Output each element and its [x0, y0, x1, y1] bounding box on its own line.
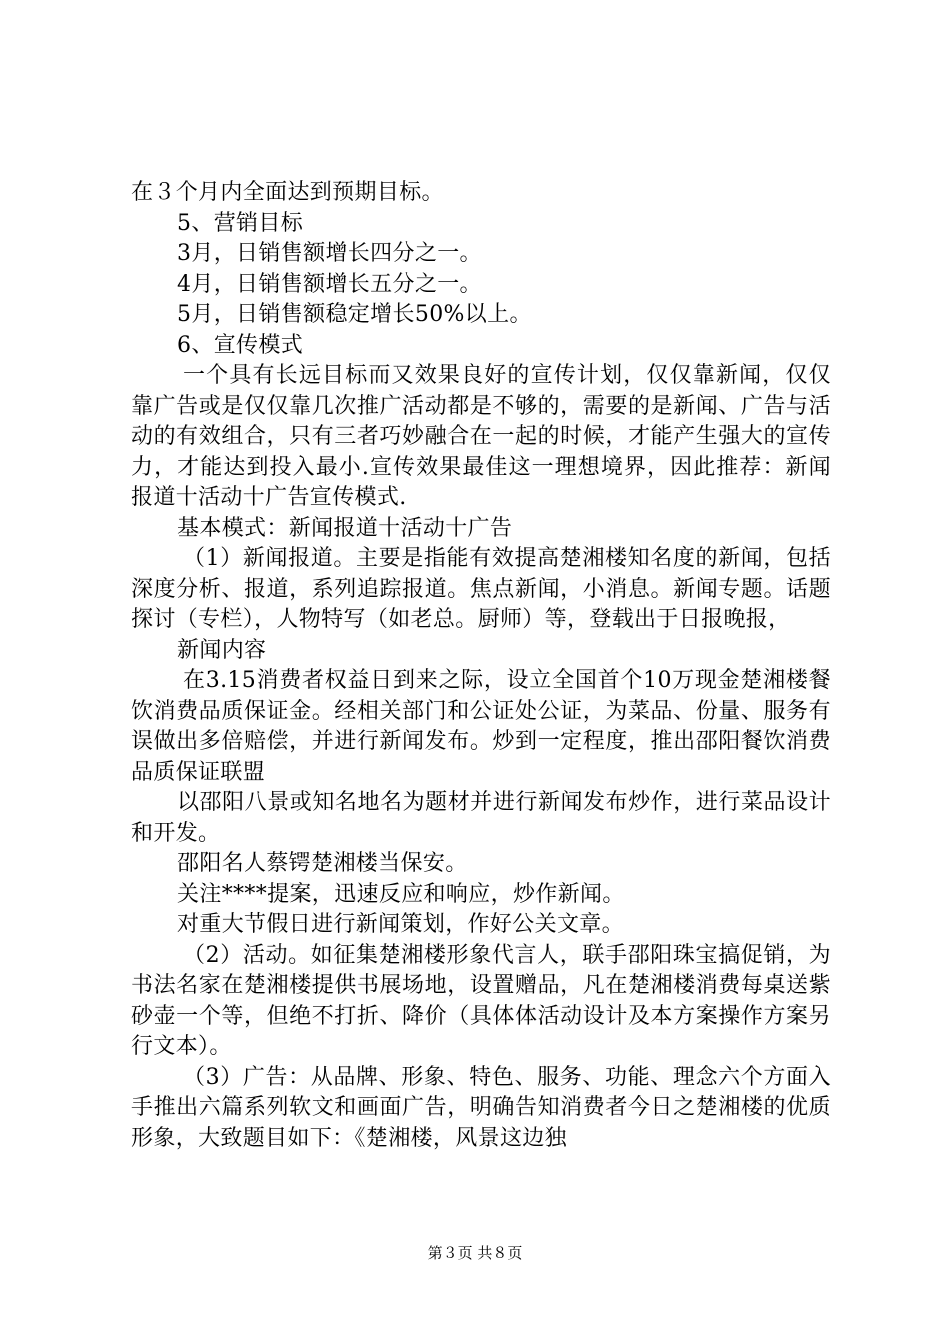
section-heading: 6、宣传模式	[177, 332, 304, 358]
paragraph: 以邵阳八景或知名地名为题材并进行新闻发布炒作，进行菜品设计和开发。	[131, 790, 831, 846]
paragraph: 在３个月内全面达到预期目标。	[131, 180, 444, 205]
paragraph: 一个具有长远目标而又效果良好的宣传计划，仅仅靠新闻，仅仅靠广告或是仅仅靠几次推广活动都是不够的，需要的是新闻、广告与活动的有效组合，只有三者巧妙融合在一起的时候，才能产生强大的宣传力，才能达到投入最小.宣传效果最佳这一理想境界，因此推荐：新闻报道十活动十广告宣传模式.	[131, 363, 831, 510]
document-body	[131, 178, 831, 1154]
paragraph: 新闻内容	[177, 637, 267, 663]
paragraph: 对重大节假日进行新闻策划，作好公关文章。	[177, 912, 625, 937]
paragraph: 在3.15消费者权益日到来之际，设立全国首个10万现金楚湘楼餐饮消费品质保证金。经相关部门和公证处公证，为菜品、份量、服务有误做出多倍赔偿，并进行新闻发布。炒到一定程度，推出邵阳餐饮消费品质保证联盟	[131, 668, 831, 785]
paragraph: （1）新闻报道。主要是指能有效提高楚湘楼知名度的新闻，包括深度分析、报道，系列追踪报道。焦点新闻，小消息。新闻专题。话题探讨（专栏），人物特写（如老总。厨师）等，登载出于日报晚报，	[131, 546, 831, 632]
section-heading: 5、营销目标	[177, 210, 304, 236]
paragraph: （2）活动。如征集楚湘楼形象代言人，联手邵阳珠宝搞促销，为书法名家在楚湘楼提供书展场地，设置赠品，凡在楚湘楼消费每桌送紫砂壶一个等，但绝不打折、降价（具体体活动设计及本方案操作方案另行文本）。	[131, 942, 831, 1059]
paragraph: 邵阳名人蔡锷楚湘楼当保安。	[177, 851, 468, 876]
paragraph: 基本模式：新闻报道十活动十广告	[177, 515, 513, 541]
paragraph: 关注****提案，迅速反应和响应，炒作新闻。	[177, 881, 625, 907]
paragraph: 4月，日销售额增长五分之一。	[177, 271, 482, 297]
paragraph: 5月，日销售额稳定增长50%以上。	[177, 302, 532, 327]
paragraph: 3月，日销售额增长四分之一。	[177, 241, 482, 266]
page-footer: 第３页 共８页	[427, 1244, 523, 1262]
paragraph: （3）广告：从品牌、形象、特色、服务、功能、理念六个方面入手推出六篇系列软文和画面广告，明确告知消费者今日之楚湘楼的优质形象，大致题目如下：《楚湘楼，风景这边独	[131, 1064, 831, 1151]
